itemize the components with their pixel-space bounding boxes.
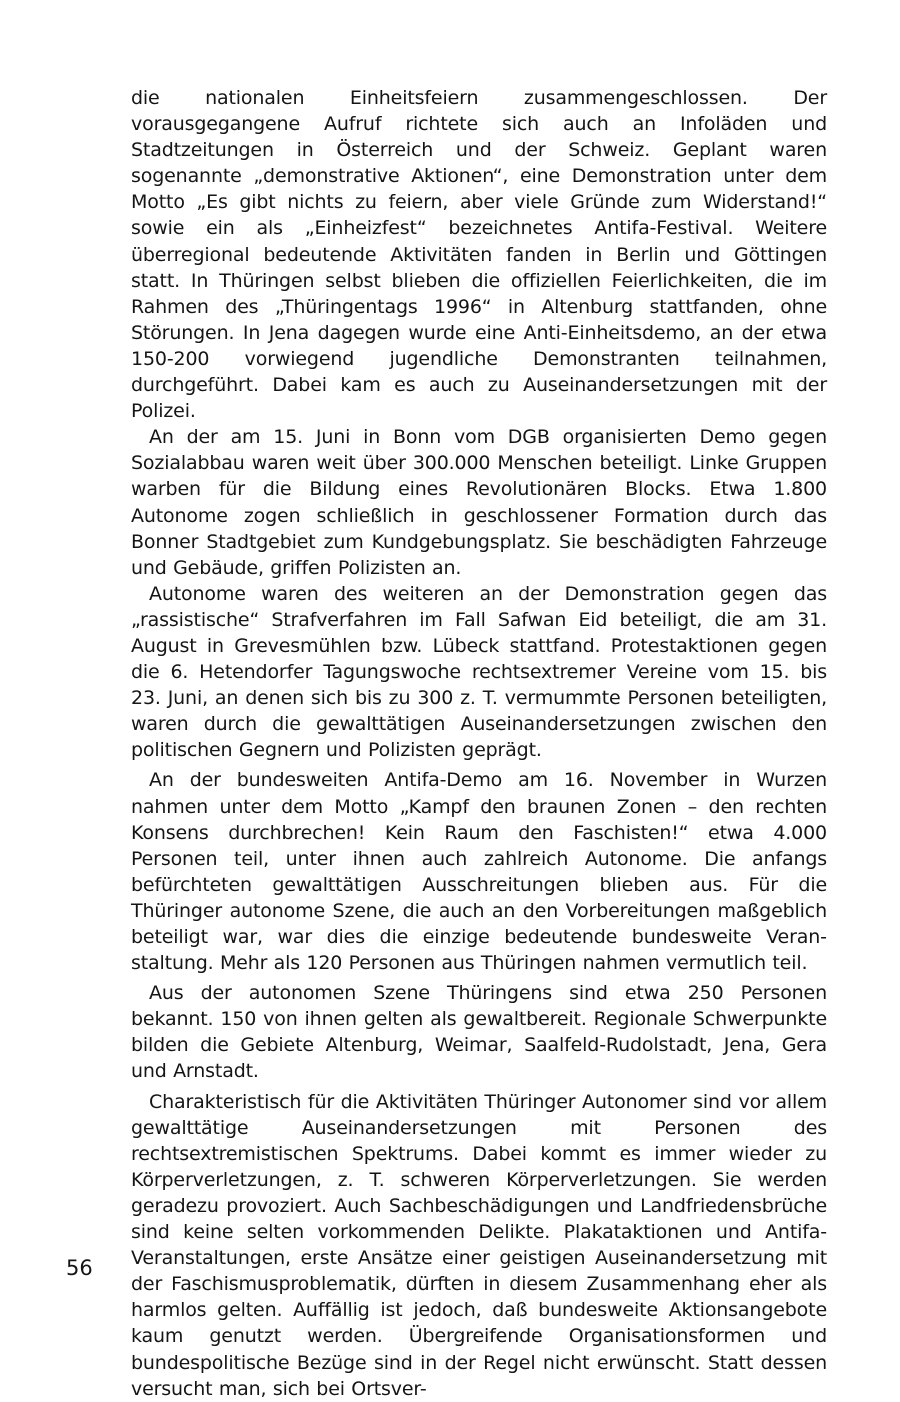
page-number: 56: [66, 1256, 93, 1280]
paragraph-characteristics: Charakteristisch für die Aktivitäten Thüringer Autonomer sind vor allem gewalttätige Auseinandersetzungen mit Personen des rechtsextremistischen Spektrums. Dabei kommt es immer wieder zu Körperverletzungen, z. T. schweren Körperverletzungen. Sie werden geradezu provoziert. Auch Sachbeschädigungen und Landfriedensbrüche sind keine selten vorkommenden Delikte. Plakataktionen und Antifa-Veranstaltungen, erste Ansätze einer geistigen Auseinandersetzung mit der Faschismusproblematik, dürften in diesem Zusammenhang eher als harmlos gelten. Auffällig ist jedoch, daß bundesweite Aktionsangebote kaum genutzt werden. Übergreifende Organisationsformen und bundespolitische Bezüge sind in der Regel nicht erwünscht. Statt dessen versucht man, sich bei Ortsver-: [131, 1090, 827, 1400]
body-text: [131, 85, 827, 1402]
paragraph-safwan-eid: Autonome waren des weiteren an der Demonstration gegen das „rassistische“ Strafverfahren im Fall Safwan Eid beteiligt, die am 31. August in Grevesmühlen bzw. Lübeck stattfand. Protestaktionen gegen die 6. Hetendorfer Tagungswoche rechtsextremer Vereine vom 15. bis 23. Juni, an denen sich bis zu 300 z. T. vermummte Personen beteiligten, waren durch die gewalttätigen Auseinandersetzungen zwischen den politischen Gegnern und Polizisten geprägt.: [131, 582, 827, 762]
paragraph-unification-day: die nationalen Einheitsfeiern zusammengeschlossen. Der vorausgegangene Aufruf richtete sich auch an Infoläden und Stadtzeitungen in Österreich und der Schweiz. Geplant waren sogenannte „demonstrative Aktionen“, eine Demonstration unter dem Motto „Es gibt nichts zu feiern, aber viele Gründe zum Widerstand!“ sowie ein als „Einheizfest“ bezeichnetes Antifa-Festival. Weitere überregional bedeutende Aktivitäten fanden in Berlin und Göttingen statt. In Thüringen selbst blieben die offiziellen Feierlichkeiten, die im Rahmen des „Thüringentags 1996“ in Altenburg stattfanden, ohne Störungen. In Jena dagegen wurde eine Anti-Einheitsdemo, an der etwa 150-200 vorwiegend jugendliche Demonstranten teilnahmen, durchgeführt. Dabei kam es auch zu Auseinandersetzungen mit der Polizei.: [131, 87, 827, 423]
paragraph-bonn-demo: An der am 15. Juni in Bonn vom DGB organisierten Demo gegen Sozialabbau waren weit über 300.000 Menschen beteiligt. Linke Gruppen warben für die Bildung eines Revolutionären Blocks. Etwa 1.800 Autonome zogen schließlich in geschlossener Formation durch das Bonner Stadtgebiet zum Kundgebungsplatz. Sie beschädigten Fahrzeuge und Gebäude, griffen Polizisten an.: [131, 426, 827, 579]
paragraph-wurzen-demo: An der bundesweiten Antifa-Demo am 16. November in Wurzen nahmen unter dem Motto „Kampf den braunen Zonen – den rechten Konsens durchbrechen! Kein Raum den Faschisten!“ etwa 4.000 Personen teil, unter ihnen auch zahlreich Autonome. Die anfangs befürchteten gewalttätigen Ausschreitungen blieben aus. Für die Thüringer autonome Szene, die auch an den Vorbereitungen maßgeblich beteiligt war, war dies die einzige bedeutende bundesweite Veranstaltung. Mehr als 120 Personen aus Thüringen nahmen vermutlich teil.: [131, 769, 827, 975]
paragraph-autonomous-scene: Aus der autonomen Szene Thüringens sind etwa 250 Personen bekannt. 150 von ihnen gelten als gewaltbereit. Regionale Schwerpunkte bilden die Gebiete Altenburg, Weimar, Saalfeld-Rudolstadt, Jena, Gera und Arnstadt.: [131, 982, 827, 1083]
